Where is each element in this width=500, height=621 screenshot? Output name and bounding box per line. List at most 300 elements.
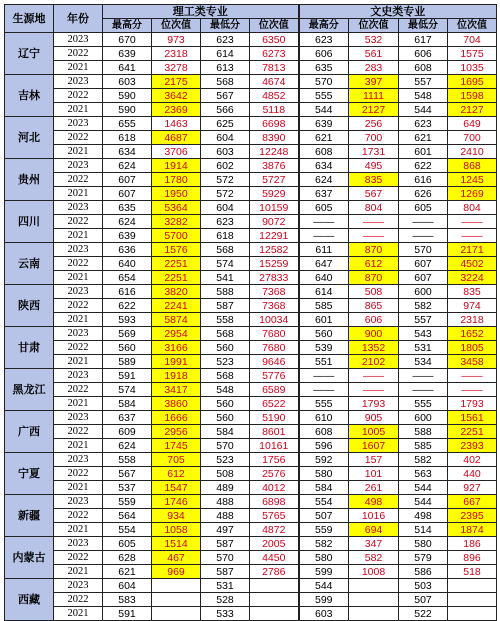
arts-max-score-cell: 601 xyxy=(299,313,349,327)
science-min-rank-cell: 4450 xyxy=(250,551,299,565)
arts-max-rank-cell: 101 xyxy=(349,467,399,481)
arts-min-rank-cell: 518 xyxy=(448,565,497,579)
header-science: 理工类专业 xyxy=(103,5,299,19)
arts-min-score-cell: 557 xyxy=(399,313,448,327)
province-cell: 吉林 xyxy=(5,75,54,117)
science-min-rank-cell: 10161 xyxy=(250,439,299,453)
science-min-rank-cell: 6350 xyxy=(250,33,299,47)
table-row xyxy=(5,607,497,621)
science-min-score-cell: 623 xyxy=(201,215,250,229)
arts-min-score-cell: 605 xyxy=(399,201,448,215)
science-min-rank-cell: 10034 xyxy=(250,313,299,327)
year-cell: 2022 xyxy=(54,257,103,271)
arts-max-score-cell: 614 xyxy=(299,285,349,299)
science-min-score-cell: 523 xyxy=(201,355,250,369)
science-min-rank-cell xyxy=(250,593,299,607)
arts-min-rank-cell: 704 xyxy=(448,33,497,47)
arts-max-score-cell: 606 xyxy=(299,47,349,61)
year-cell: 2022 xyxy=(54,215,103,229)
science-min-rank-cell xyxy=(250,607,299,621)
arts-min-score-cell: 534 xyxy=(399,355,448,369)
arts-min-score-cell: 514 xyxy=(399,523,448,537)
arts-min-score-cell: 531 xyxy=(399,341,448,355)
arts-max-score-cell: 580 xyxy=(299,467,349,481)
science-min-score-cell: 570 xyxy=(201,439,250,453)
year-cell: 2022 xyxy=(54,89,103,103)
science-max-score-cell: 628 xyxy=(103,551,152,565)
arts-min-rank-cell: 1793 xyxy=(448,397,497,411)
science-min-score-cell: 568 xyxy=(201,75,250,89)
arts-min-rank-cell: 927 xyxy=(448,481,497,495)
science-min-rank-cell: 4012 xyxy=(250,481,299,495)
science-min-rank-cell: 9646 xyxy=(250,355,299,369)
science-max-score-cell: 609 xyxy=(103,425,152,439)
arts-min-score-cell: 600 xyxy=(399,285,448,299)
science-max-score-cell: 564 xyxy=(103,509,152,523)
arts-max-score-cell: 599 xyxy=(299,565,349,579)
year-cell: 2021 xyxy=(54,607,103,621)
table-row xyxy=(5,579,497,593)
arts-min-score-cell: 543 xyxy=(399,327,448,341)
header-province: 生源地 xyxy=(5,5,54,33)
header-science-max-rank: 位次值 xyxy=(152,19,201,33)
table-row xyxy=(5,537,497,551)
arts-max-rank-cell: 1607 xyxy=(349,439,399,453)
year-cell: 2021 xyxy=(54,523,103,537)
year-cell: 2023 xyxy=(54,369,103,383)
science-max-score-cell: 554 xyxy=(103,523,152,537)
science-max-rank-cell: 2251 xyxy=(152,271,201,285)
arts-min-score-cell: —— xyxy=(399,229,448,243)
arts-max-score-cell: 580 xyxy=(299,551,349,565)
science-min-score-cell: 508 xyxy=(201,467,250,481)
science-min-score-cell: 587 xyxy=(201,565,250,579)
province-cell: 西藏 xyxy=(5,579,54,621)
science-max-rank-cell: 1918 xyxy=(152,369,201,383)
science-max-score-cell: 567 xyxy=(103,467,152,481)
arts-max-score-cell: 539 xyxy=(299,341,349,355)
science-min-score-cell: 584 xyxy=(201,425,250,439)
year-cell: 2021 xyxy=(54,61,103,75)
science-min-score-cell: 560 xyxy=(201,341,250,355)
arts-max-rank-cell: 347 xyxy=(349,537,399,551)
arts-min-rank-cell: 1561 xyxy=(448,411,497,425)
arts-min-rank-cell: 440 xyxy=(448,467,497,481)
science-min-rank-cell: 6273 xyxy=(250,47,299,61)
science-max-score-cell: 589 xyxy=(103,355,152,369)
arts-max-score-cell: 637 xyxy=(299,187,349,201)
arts-max-score-cell: 585 xyxy=(299,299,349,313)
arts-min-score-cell: 544 xyxy=(399,495,448,509)
science-max-score-cell: 584 xyxy=(103,397,152,411)
science-max-rank-cell: 705 xyxy=(152,453,201,467)
arts-max-score-cell: 621 xyxy=(299,131,349,145)
year-cell: 2021 xyxy=(54,145,103,159)
table-row xyxy=(5,453,497,467)
science-min-rank-cell: 2005 xyxy=(250,537,299,551)
arts-min-rank-cell: 868 xyxy=(448,159,497,173)
arts-min-score-cell: 617 xyxy=(399,33,448,47)
arts-max-score-cell: 582 xyxy=(299,537,349,551)
science-max-score-cell: 607 xyxy=(103,173,152,187)
science-max-rank-cell: 2956 xyxy=(152,425,201,439)
science-min-score-cell: 588 xyxy=(201,285,250,299)
science-min-score-cell: 567 xyxy=(201,89,250,103)
arts-min-score-cell: 586 xyxy=(399,565,448,579)
arts-max-rank-cell: 865 xyxy=(349,299,399,313)
arts-max-rank-cell: 2102 xyxy=(349,355,399,369)
science-min-rank-cell: 6898 xyxy=(250,495,299,509)
science-max-rank-cell: 2954 xyxy=(152,327,201,341)
science-max-score-cell: 621 xyxy=(103,565,152,579)
science-max-rank-cell: 1991 xyxy=(152,355,201,369)
science-max-score-cell: 558 xyxy=(103,453,152,467)
science-max-rank-cell: 1950 xyxy=(152,187,201,201)
science-max-rank-cell: 3706 xyxy=(152,145,201,159)
arts-min-score-cell: 580 xyxy=(399,537,448,551)
arts-max-rank-cell: 870 xyxy=(349,271,399,285)
science-min-rank-cell: 9072 xyxy=(250,215,299,229)
arts-min-score-cell: 622 xyxy=(399,159,448,173)
science-min-score-cell: 533 xyxy=(201,607,250,621)
province-cell: 内蒙古 xyxy=(5,537,54,579)
science-max-rank-cell: 1780 xyxy=(152,173,201,187)
science-min-score-cell: 523 xyxy=(201,453,250,467)
arts-min-score-cell: 582 xyxy=(399,299,448,313)
arts-max-score-cell: 596 xyxy=(299,439,349,453)
science-min-score-cell: 587 xyxy=(201,299,250,313)
science-min-score-cell: 572 xyxy=(201,187,250,201)
science-max-rank-cell: 3820 xyxy=(152,285,201,299)
science-max-rank-cell: 2318 xyxy=(152,47,201,61)
science-max-rank-cell: 2369 xyxy=(152,103,201,117)
year-cell: 2021 xyxy=(54,229,103,243)
year-cell: 2021 xyxy=(54,355,103,369)
year-cell: 2022 xyxy=(54,47,103,61)
science-min-rank-cell: 5776 xyxy=(250,369,299,383)
year-cell: 2022 xyxy=(54,341,103,355)
science-min-rank-cell: 3876 xyxy=(250,159,299,173)
science-max-score-cell: 616 xyxy=(103,285,152,299)
science-min-rank-cell: 4872 xyxy=(250,523,299,537)
year-cell: 2021 xyxy=(54,481,103,495)
province-cell: 新疆 xyxy=(5,495,54,537)
header-science-min-rank: 位次值 xyxy=(250,19,299,33)
province-cell: 河北 xyxy=(5,117,54,159)
arts-min-rank-cell: —— xyxy=(448,383,497,397)
science-max-rank-cell: 969 xyxy=(152,565,201,579)
arts-min-rank-cell: 402 xyxy=(448,453,497,467)
arts-max-score-cell: 570 xyxy=(299,75,349,89)
arts-min-rank-cell: 1035 xyxy=(448,61,497,75)
science-min-rank-cell: 6589 xyxy=(250,383,299,397)
science-max-score-cell: 605 xyxy=(103,537,152,551)
science-min-rank-cell: 5118 xyxy=(250,103,299,117)
arts-max-rank-cell: —— xyxy=(349,383,399,397)
science-max-score-cell: 574 xyxy=(103,383,152,397)
arts-max-score-cell: 639 xyxy=(299,117,349,131)
table-row xyxy=(5,173,497,187)
science-max-score-cell: 654 xyxy=(103,271,152,285)
science-min-rank-cell: 2786 xyxy=(250,565,299,579)
science-max-score-cell: 590 xyxy=(103,103,152,117)
arts-min-score-cell: 557 xyxy=(399,75,448,89)
science-max-rank-cell: 3282 xyxy=(152,215,201,229)
admission-score-table xyxy=(4,4,497,621)
science-max-rank-cell: 1666 xyxy=(152,411,201,425)
year-cell: 2022 xyxy=(54,173,103,187)
science-min-score-cell: 568 xyxy=(201,327,250,341)
arts-min-rank-cell: 1269 xyxy=(448,187,497,201)
science-max-rank-cell: 5700 xyxy=(152,229,201,243)
arts-min-rank-cell: 2251 xyxy=(448,425,497,439)
science-max-rank-cell xyxy=(152,607,201,621)
arts-min-rank-cell: 3224 xyxy=(448,271,497,285)
science-min-rank-cell: 12291 xyxy=(250,229,299,243)
science-min-rank-cell: 6698 xyxy=(250,117,299,131)
year-cell: 2021 xyxy=(54,103,103,117)
science-max-score-cell: 604 xyxy=(103,579,152,593)
arts-max-rank-cell: 606 xyxy=(349,313,399,327)
science-min-rank-cell: 5727 xyxy=(250,173,299,187)
arts-max-rank-cell: 261 xyxy=(349,481,399,495)
table-row xyxy=(5,411,497,425)
arts-min-score-cell: 544 xyxy=(399,481,448,495)
province-cell: 黑龙江 xyxy=(5,369,54,411)
header-arts-max: 最高分 xyxy=(299,19,349,33)
science-max-rank-cell: 3642 xyxy=(152,89,201,103)
arts-max-rank-cell: 870 xyxy=(349,243,399,257)
science-max-rank-cell: 2175 xyxy=(152,75,201,89)
science-max-rank-cell: 2241 xyxy=(152,299,201,313)
science-max-rank-cell xyxy=(152,593,201,607)
science-min-rank-cell: 12248 xyxy=(250,145,299,159)
arts-max-score-cell: —— xyxy=(299,369,349,383)
science-max-score-cell: 624 xyxy=(103,215,152,229)
science-min-score-cell: 497 xyxy=(201,523,250,537)
arts-max-rank-cell: 835 xyxy=(349,173,399,187)
arts-max-rank-cell: 1793 xyxy=(349,397,399,411)
science-max-score-cell: 591 xyxy=(103,607,152,621)
province-cell: 陕西 xyxy=(5,285,54,327)
arts-min-score-cell: 507 xyxy=(399,593,448,607)
arts-min-score-cell: 570 xyxy=(399,243,448,257)
arts-max-rank-cell xyxy=(349,579,399,593)
science-min-score-cell: 618 xyxy=(201,229,250,243)
arts-max-score-cell: 544 xyxy=(299,579,349,593)
arts-max-rank-cell: 694 xyxy=(349,523,399,537)
arts-max-score-cell: 507 xyxy=(299,509,349,523)
science-min-rank-cell: 12582 xyxy=(250,243,299,257)
arts-min-rank-cell: 1245 xyxy=(448,173,497,187)
arts-max-score-cell: 551 xyxy=(299,355,349,369)
science-min-rank-cell: 4852 xyxy=(250,89,299,103)
table-row xyxy=(5,243,497,257)
arts-min-rank-cell: 1805 xyxy=(448,341,497,355)
table-row xyxy=(5,201,497,215)
science-min-rank-cell: 7368 xyxy=(250,299,299,313)
arts-max-rank-cell: 567 xyxy=(349,187,399,201)
year-cell: 2021 xyxy=(54,187,103,201)
arts-max-rank-cell: 1111 xyxy=(349,89,399,103)
science-max-rank-cell: 2251 xyxy=(152,257,201,271)
arts-min-score-cell: —— xyxy=(399,383,448,397)
year-cell: 2022 xyxy=(54,425,103,439)
science-max-rank-cell: 1745 xyxy=(152,439,201,453)
arts-max-rank-cell: 256 xyxy=(349,117,399,131)
arts-min-score-cell: —— xyxy=(399,369,448,383)
arts-min-score-cell: —— xyxy=(399,215,448,229)
year-cell: 2023 xyxy=(54,33,103,47)
science-min-score-cell: 488 xyxy=(201,495,250,509)
science-max-rank-cell: 3166 xyxy=(152,341,201,355)
science-max-rank-cell: 1547 xyxy=(152,481,201,495)
table-row xyxy=(5,117,497,131)
table-row xyxy=(5,285,497,299)
arts-min-score-cell: 623 xyxy=(399,117,448,131)
arts-min-rank-cell: 1874 xyxy=(448,523,497,537)
science-min-rank-cell: 6522 xyxy=(250,397,299,411)
arts-min-rank-cell: —— xyxy=(448,369,497,383)
science-max-score-cell: 640 xyxy=(103,257,152,271)
province-cell: 辽宁 xyxy=(5,33,54,75)
year-cell: 2023 xyxy=(54,75,103,89)
science-min-score-cell: 604 xyxy=(201,131,250,145)
year-cell: 2023 xyxy=(54,453,103,467)
arts-max-rank-cell: 2127 xyxy=(349,103,399,117)
arts-min-score-cell: 555 xyxy=(399,397,448,411)
year-cell: 2023 xyxy=(54,537,103,551)
table-row xyxy=(5,425,497,439)
arts-min-rank-cell: 835 xyxy=(448,285,497,299)
arts-max-score-cell: 544 xyxy=(299,103,349,117)
science-min-score-cell: 602 xyxy=(201,159,250,173)
science-min-score-cell: 566 xyxy=(201,103,250,117)
year-cell: 2022 xyxy=(54,299,103,313)
science-min-score-cell: 548 xyxy=(201,383,250,397)
science-max-rank-cell: 1463 xyxy=(152,117,201,131)
table-row xyxy=(5,551,497,565)
science-max-score-cell: 622 xyxy=(103,299,152,313)
science-min-rank-cell: 15259 xyxy=(250,257,299,271)
table-header xyxy=(5,5,497,33)
header-science-min: 最低分 xyxy=(201,19,250,33)
year-cell: 2022 xyxy=(54,593,103,607)
year-cell: 2023 xyxy=(54,117,103,131)
science-max-rank-cell: 973 xyxy=(152,33,201,47)
science-max-score-cell: 560 xyxy=(103,341,152,355)
year-cell: 2021 xyxy=(54,439,103,453)
science-max-rank-cell: 3278 xyxy=(152,61,201,75)
science-max-score-cell: 618 xyxy=(103,131,152,145)
table-row xyxy=(5,215,497,229)
year-cell: 2022 xyxy=(54,467,103,481)
science-min-score-cell: 531 xyxy=(201,579,250,593)
science-min-score-cell: 603 xyxy=(201,145,250,159)
science-min-score-cell: 528 xyxy=(201,593,250,607)
arts-min-score-cell: 608 xyxy=(399,61,448,75)
arts-max-score-cell: 555 xyxy=(299,397,349,411)
arts-max-rank-cell: 700 xyxy=(349,131,399,145)
science-min-rank-cell: 8390 xyxy=(250,131,299,145)
science-min-rank-cell: 5929 xyxy=(250,187,299,201)
science-min-rank-cell: 7680 xyxy=(250,341,299,355)
science-min-score-cell: 623 xyxy=(201,33,250,47)
table-row xyxy=(5,61,497,75)
table-row xyxy=(5,229,497,243)
science-max-score-cell: 624 xyxy=(103,439,152,453)
arts-max-score-cell: 635 xyxy=(299,61,349,75)
science-max-rank-cell: 1746 xyxy=(152,495,201,509)
arts-min-score-cell: 522 xyxy=(399,607,448,621)
year-cell: 2021 xyxy=(54,565,103,579)
science-max-rank-cell: 1914 xyxy=(152,159,201,173)
arts-min-rank-cell xyxy=(448,607,497,621)
science-min-rank-cell: 27833 xyxy=(250,271,299,285)
arts-min-score-cell: 585 xyxy=(399,439,448,453)
science-max-rank-cell: 5364 xyxy=(152,201,201,215)
science-max-score-cell: 636 xyxy=(103,243,152,257)
table-row xyxy=(5,75,497,89)
year-cell: 2023 xyxy=(54,579,103,593)
science-min-rank-cell: 7813 xyxy=(250,61,299,75)
header-arts: 文史类专业 xyxy=(299,5,497,19)
arts-min-rank-cell: 974 xyxy=(448,299,497,313)
arts-max-score-cell: 559 xyxy=(299,523,349,537)
arts-max-score-cell: —— xyxy=(299,229,349,243)
arts-min-score-cell: 498 xyxy=(399,509,448,523)
province-cell: 甘肃 xyxy=(5,327,54,369)
arts-min-score-cell: 607 xyxy=(399,271,448,285)
arts-min-score-cell: 579 xyxy=(399,551,448,565)
arts-min-score-cell: 616 xyxy=(399,173,448,187)
science-max-rank-cell: 4687 xyxy=(152,131,201,145)
arts-max-rank-cell: 495 xyxy=(349,159,399,173)
table-row xyxy=(5,33,497,47)
arts-min-rank-cell: 2318 xyxy=(448,313,497,327)
arts-max-rank-cell: 804 xyxy=(349,201,399,215)
arts-max-score-cell: 624 xyxy=(299,173,349,187)
year-cell: 2023 xyxy=(54,159,103,173)
science-max-score-cell: 607 xyxy=(103,187,152,201)
science-max-rank-cell: 3417 xyxy=(152,383,201,397)
science-max-score-cell: 590 xyxy=(103,89,152,103)
arts-max-rank-cell: 900 xyxy=(349,327,399,341)
arts-min-rank-cell: 1652 xyxy=(448,327,497,341)
arts-min-rank-cell xyxy=(448,593,497,607)
arts-min-rank-cell: 700 xyxy=(448,131,497,145)
science-min-score-cell: 570 xyxy=(201,551,250,565)
science-min-score-cell: 614 xyxy=(201,47,250,61)
arts-max-score-cell: 584 xyxy=(299,481,349,495)
arts-max-rank-cell: 283 xyxy=(349,61,399,75)
year-cell: 2023 xyxy=(54,495,103,509)
arts-min-rank-cell: —— xyxy=(448,229,497,243)
table-row xyxy=(5,327,497,341)
science-max-score-cell: 591 xyxy=(103,369,152,383)
science-min-score-cell: 541 xyxy=(201,271,250,285)
table-row xyxy=(5,467,497,481)
arts-min-rank-cell: 4502 xyxy=(448,257,497,271)
arts-min-score-cell: 606 xyxy=(399,47,448,61)
arts-max-score-cell: 608 xyxy=(299,425,349,439)
arts-max-score-cell: 640 xyxy=(299,271,349,285)
table-row xyxy=(5,89,497,103)
table-row xyxy=(5,103,497,117)
science-max-rank-cell: 1058 xyxy=(152,523,201,537)
arts-min-score-cell: 544 xyxy=(399,103,448,117)
arts-min-score-cell: 600 xyxy=(399,411,448,425)
